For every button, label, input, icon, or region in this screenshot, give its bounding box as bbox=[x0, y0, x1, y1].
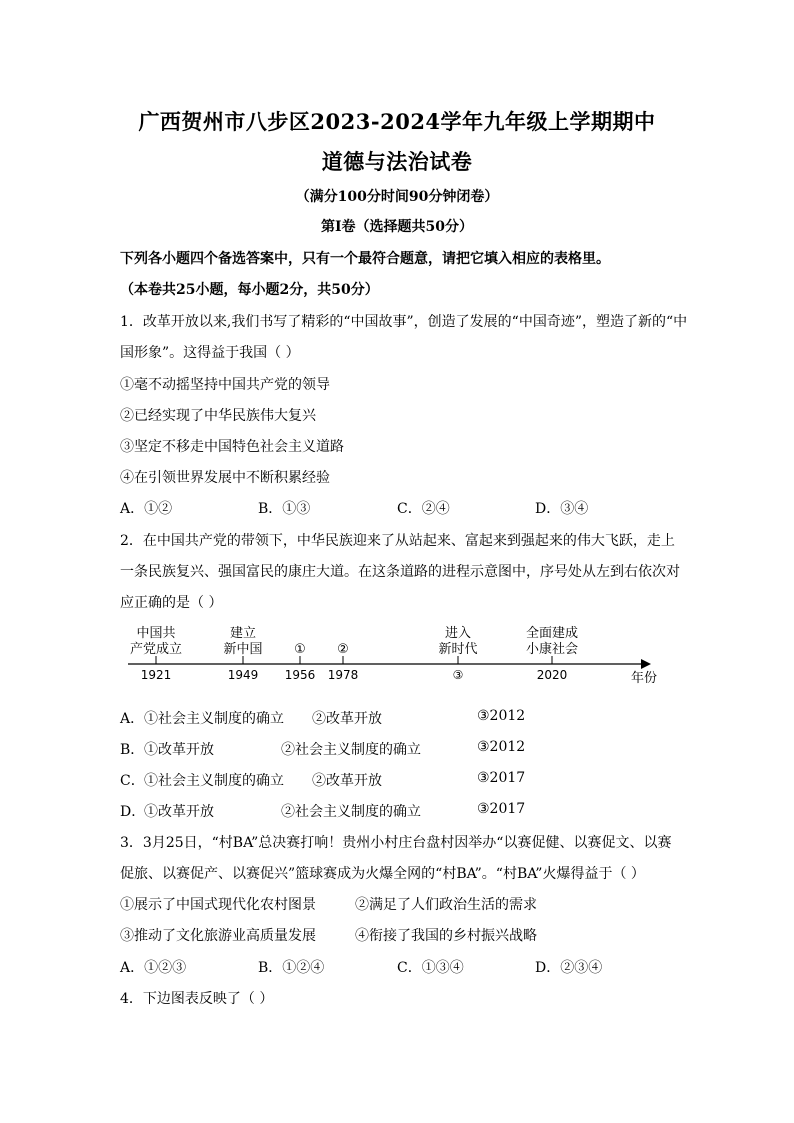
option-letter: A． bbox=[120, 711, 145, 727]
option-part-2: ②改革开放 bbox=[312, 711, 382, 727]
question-1-stem-line1: 1．改革开放以来,我们书写了精彩的“中国故事”，创造了发展的“中国奇迹”，塑造了新的“中 bbox=[120, 314, 688, 330]
option-part-1: ①改革开放 bbox=[144, 804, 214, 820]
question-2-stem-line2: 一条民族复兴、强国富民的康庄大道。在这条道路的进程示意图中，序号处从左到右依次对 bbox=[120, 564, 680, 580]
question-1-item: ①毫不动摇坚持中国共产党的领导 bbox=[120, 377, 330, 393]
timeline-event bbox=[328, 642, 359, 682]
timeline-year: 1921 bbox=[140, 668, 172, 682]
option-part-1: ①社会主义制度的确立 bbox=[144, 711, 284, 727]
instruction-note: （本卷共25小题，每小题2分，共50分） bbox=[120, 282, 379, 298]
timeline-event-label: 中国共 bbox=[136, 626, 176, 641]
option-part-3: ③2012 bbox=[477, 739, 526, 755]
question-2-stem-line1: 2．在中国共产党的带领下，中华民族迎来了从站起来、富起来到强起来的伟大飞跃，走上 bbox=[120, 533, 675, 549]
timeline-event bbox=[285, 642, 316, 682]
question-1-option-d[interactable]: D．③④ bbox=[535, 501, 589, 517]
question-3-option-c[interactable]: C．①③④ bbox=[397, 960, 464, 976]
question-3-item: ①展示了中国式现代化农村图景 bbox=[120, 897, 316, 913]
timeline-year: 2020 bbox=[536, 668, 568, 682]
option-part-2: ②社会主义制度的确立 bbox=[281, 742, 421, 758]
option-part-2: ②改革开放 bbox=[312, 773, 382, 789]
option-letter: B． bbox=[120, 742, 145, 758]
option-letter: D． bbox=[120, 804, 146, 820]
timeline-event-label: ① bbox=[294, 642, 306, 657]
option-part-2: ②社会主义制度的确立 bbox=[281, 804, 421, 820]
question-4-stem: 4．下边图表反映了（ ） bbox=[120, 991, 274, 1007]
section-heading: 第Ⅰ卷（选择题共50分） bbox=[320, 219, 474, 235]
question-1-item: ④在引领世界发展中不断积累经验 bbox=[120, 470, 330, 486]
timeline-event-label: 小康社会 bbox=[525, 642, 579, 657]
timeline-year: 1949 bbox=[227, 668, 259, 682]
question-3-item: ②满足了人们政治生活的需求 bbox=[355, 897, 537, 913]
exam-title-line2: 道德与法治试卷 bbox=[321, 149, 473, 174]
instruction-text: 下列各小题四个备选答案中，只有一个最符合题意，请把它填入相应的表格里。 bbox=[120, 251, 610, 267]
timeline-diagram bbox=[118, 622, 663, 688]
question-1-option-a[interactable]: A．①② bbox=[120, 501, 173, 517]
option-part-1: ①社会主义制度的确立 bbox=[144, 773, 284, 789]
option-letter: C． bbox=[120, 773, 145, 789]
timeline-year: 1956 bbox=[284, 668, 316, 682]
question-3-option-b[interactable]: B．①②④ bbox=[258, 960, 325, 976]
timeline-event-label: 产党成立 bbox=[129, 642, 183, 657]
question-1-item: ②已经实现了中华民族伟大复兴 bbox=[120, 408, 316, 424]
option-part-3: ③2017 bbox=[477, 770, 526, 786]
exam-meta: （满分100分时间90分钟闭卷） bbox=[295, 189, 499, 205]
timeline-event bbox=[223, 625, 262, 682]
option-part-1: ①改革开放 bbox=[144, 742, 214, 758]
question-3-option-a[interactable]: A．①②③ bbox=[120, 960, 187, 976]
question-3-item: ④衔接了我国的乡村振兴战略 bbox=[355, 928, 537, 944]
question-1-stem-line2: 国形象”。这得益于我国（ ） bbox=[120, 345, 300, 361]
option-part-3: ③2012 bbox=[477, 708, 526, 724]
timeline-event bbox=[130, 625, 182, 682]
timeline-year: ③ bbox=[452, 668, 464, 682]
question-3-stem-line2: 促旅、以赛促产、以赛促兴”篮球赛成为火爆全网的“村BA”。“村BA”火爆得益于（ ） bbox=[120, 866, 645, 882]
timeline-event-label: 建立 bbox=[229, 626, 257, 641]
exam-title-line1: 广西贺州市八步区2023-2024学年九年级上学期期中 bbox=[138, 109, 656, 134]
question-1-item: ③坚定不移走中国特色社会主义道路 bbox=[120, 439, 344, 455]
question-1-option-b[interactable]: B．①③ bbox=[258, 501, 311, 517]
timeline-year: 1978 bbox=[327, 668, 359, 682]
question-3-stem-line1: 3．3月25日，“村BA”总决赛打响！贵州小村庄台盘村因举办“以赛促健、以赛促文、以赛 bbox=[120, 835, 672, 851]
timeline-event-label: 新中国 bbox=[223, 642, 263, 657]
question-2-stem-line3: 应正确的是（ ） bbox=[120, 595, 223, 611]
question-3-item: ③推动了文化旅游业高质量发展 bbox=[120, 928, 316, 944]
option-part-3: ③2017 bbox=[477, 801, 526, 817]
timeline-event-label: ② bbox=[337, 642, 349, 657]
timeline-event bbox=[438, 625, 477, 682]
question-1-option-c[interactable]: C．②④ bbox=[397, 501, 450, 517]
timeline-arrow-icon bbox=[641, 659, 651, 669]
timeline-event-label: 进入 bbox=[444, 626, 472, 641]
timeline-event bbox=[526, 625, 578, 682]
question-3-option-d[interactable]: D．②③④ bbox=[535, 960, 603, 976]
timeline-event-label: 全面建成 bbox=[525, 626, 579, 641]
timeline-axis-label: 年份 bbox=[630, 671, 658, 686]
timeline-event-label: 新时代 bbox=[438, 642, 478, 657]
